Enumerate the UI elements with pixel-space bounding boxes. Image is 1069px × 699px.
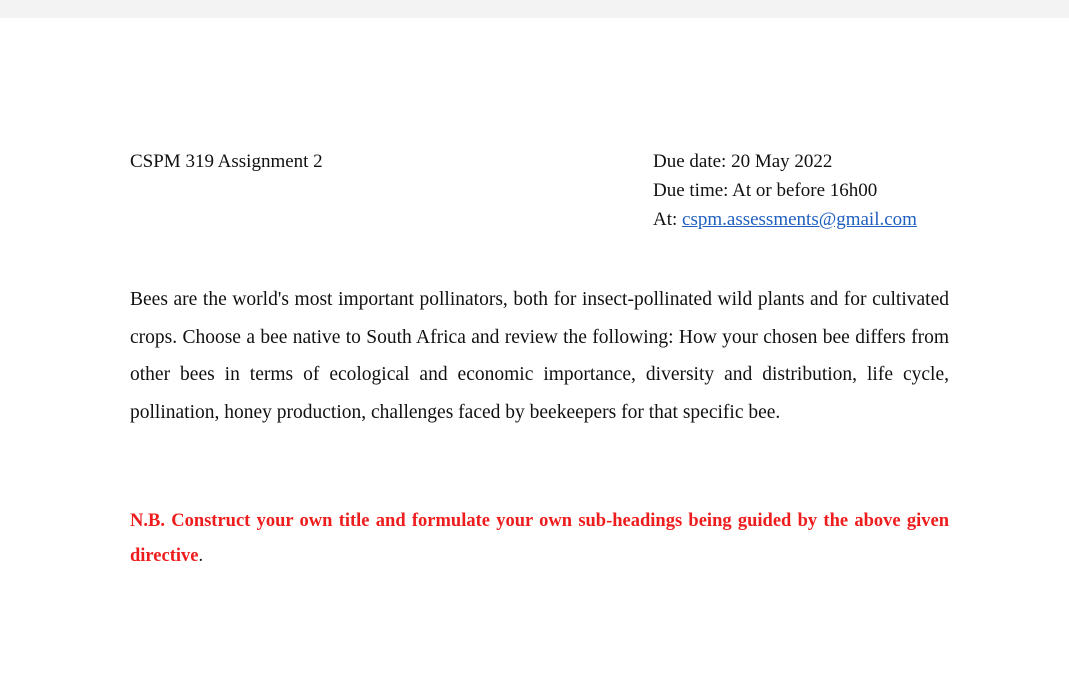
nb-note-period: .: [198, 546, 204, 566]
course-assignment-title: CSPM 319 Assignment 2: [130, 151, 323, 172]
submission-email-link[interactable]: cspm.assessments@gmail.com: [682, 209, 917, 230]
assignment-instructions: Bees are the world's most important pollinators, both for insect-pollinated wild plants and for cultivated crops. Choose a bee native to South Africa and review the following: How your chosen bee differs from other bees in terms of ecological and economic importance, diversity and distribution, life cycle, pollination, honey production, challenges faced by beekeepers for that specific bee.: [130, 289, 949, 424]
submission-address: [653, 203, 917, 237]
nb-note-text: N.B. Construct your own title and formulate your own sub-headings being guided by the above given directive: [130, 511, 949, 566]
submission-prefix: At:: [653, 209, 683, 230]
due-date: Due date: 20 May 2022: [653, 151, 833, 172]
document-page: [0, 18, 1069, 699]
viewer-top-strip: [0, 0, 1069, 18]
due-info-block: [653, 150, 917, 237]
nb-note: [130, 504, 949, 574]
due-time: Due time: At or before 16h00: [653, 180, 878, 201]
